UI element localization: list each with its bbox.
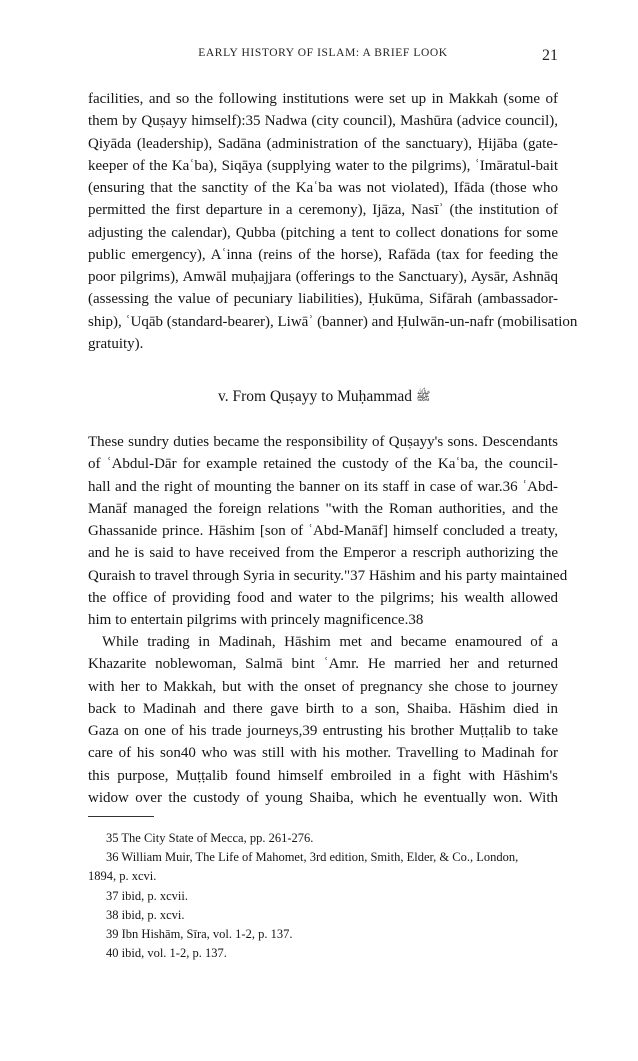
footnote: 39 Ibn Hishām, Sīra, vol. 1-2, p. 137. <box>106 926 293 941</box>
text-line: facilities, and so the following institutions were set up in Makkah (some of <box>88 91 558 107</box>
text-line: of ʿAbdul-Dār for example retained the custody of the Kaʿba, the council- <box>88 456 558 473</box>
text-line: While trading in Madinah, Hāshim met and became enamoured of a <box>102 634 558 650</box>
text-line: permitted the first departure in a ceremony), Ijāza, Nasīʾ (the institution of <box>88 202 558 219</box>
text-line: this purpose, Muṭṭalib found himself embroiled in a fight with Hāshim's <box>88 767 558 784</box>
text-line: Khazarite noblewoman, Salmā bint ʿAmr. He married her and returned <box>88 656 558 673</box>
text-line: back to Madinah and there gave birth to a son, Shaiba. Hāshim died in <box>88 700 558 717</box>
text-line: Gaza on one of his trade journeys,39 entrusting his brother Muṭṭalib to take <box>88 723 558 739</box>
text-line: Qiyāda (leadership), Sadāna (administration of the sanctuary), Ḥijāba (gate- <box>88 135 558 152</box>
footnote: 35 The City State of Mecca, pp. 261-276. <box>106 831 314 845</box>
text-line: gratuity). <box>88 335 144 352</box>
text-line: poor pilgrims), Amwāl muḥajjara (offerings to the Sanctuary), Aysār, Ashnāq <box>88 269 558 285</box>
text-line: keeper of the Kaʿba), Siqāya (supplying water to the pilgrims), ʿImāratul-bait <box>88 157 558 174</box>
page-number: 21 <box>542 47 558 64</box>
text-line: him to entertain pilgrims with princely magnificence.38 <box>88 612 424 628</box>
text-line: ship), ʿUqāb (standard-bearer), Liwāʾ (banner) and Ḥulwān-un-nafr (mobilisation <box>88 313 578 330</box>
text-line: (ensuring that the sanctity of the Kaʿba was not violated), Ifāda (those who <box>88 180 558 196</box>
footnote-divider <box>88 816 154 817</box>
text-line: adjusting the calendar), Qubba (pitching a tent to collect donations for some <box>88 224 558 241</box>
footnote: 40 ibid, vol. 1-2, p. 137. <box>106 946 227 961</box>
text-line: public emergency), Aʿinna (reins of the horse), Rafāda (tax for feeding the <box>88 246 558 263</box>
paragraph-institutions <box>88 88 578 355</box>
footnote: 37 ibid, p. xcvii. <box>106 888 188 903</box>
footnote: 38 ibid, p. xcvi. <box>106 907 185 922</box>
section-heading <box>88 386 558 408</box>
text-line: with her to Makkah, but with the onset of pregnancy she chose to journey <box>88 678 558 695</box>
text-line: them by Quṣayy himself):35 Nadwa (city council), Mashūra (advice council), <box>88 113 558 130</box>
text-line: widow over the custody of young Shaiba, which he eventually won. With <box>88 789 558 806</box>
footnote-continuation: 1894, p. xcvi. <box>88 869 157 884</box>
footnotes <box>88 829 558 963</box>
text-line: Manāf managed the foreign relations "with the Roman authorities, and the <box>88 500 558 517</box>
footnote: 36 William Muir, The Life of Mahomet, 3rd edition, Smith, Elder, & Co., London, <box>106 850 519 865</box>
running-head <box>88 47 558 65</box>
running-title: EARLY HISTORY OF ISLAM: A BRIEF LOOK <box>198 47 448 59</box>
text-line: hall and the right of mounting the banner on its staff in case of war.36 ʿAbd- <box>88 478 558 495</box>
section-heading-text: v. From Quṣayy to Muḥammad <box>217 388 413 405</box>
text-line: the office of providing food and water to the pilgrims; his wealth allowed <box>88 589 558 606</box>
text-line: (assessing the value of pecuniary liabilities), Ḥukūma, Sifārah (ambassador- <box>88 291 558 308</box>
text-line: and he is said to have received from the Emperor a rescriph authorizing the <box>88 545 558 562</box>
paragraph-hashim <box>88 631 558 809</box>
text-line: Ghassanide prince. Hāshim [son of ʿAbd-Manāf] himself concluded a treaty, <box>88 523 558 539</box>
text-line: care of his son40 who was still with his mother. Travelling to Madinah for <box>88 745 558 762</box>
paragraph-qusayy-sons <box>88 431 568 631</box>
text-line: Quraish to travel through Syria in security."37 Hāshim and his party maintained <box>88 567 568 584</box>
salutation-icon: ﷺ <box>416 389 431 403</box>
text-line: These sundry duties became the responsibility of Quṣayy's sons. Descendants <box>88 434 558 450</box>
